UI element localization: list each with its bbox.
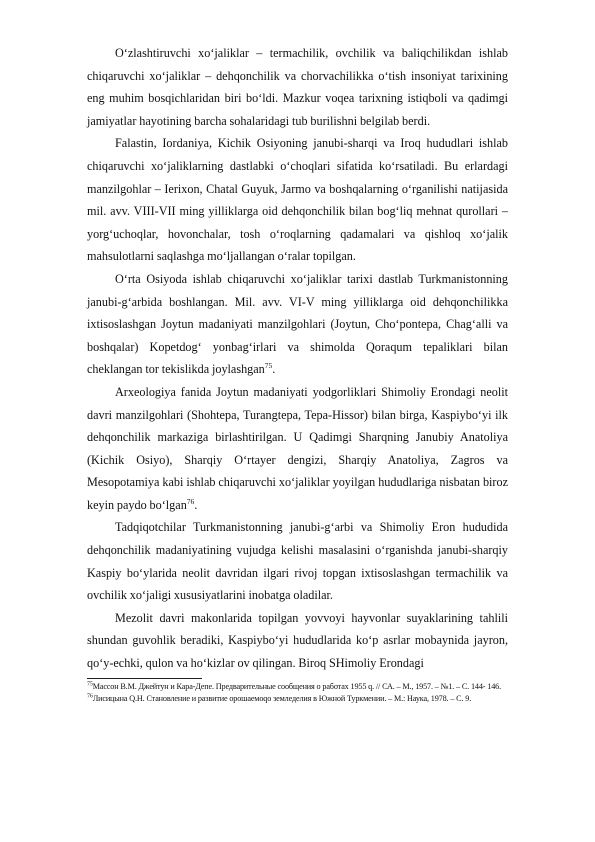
paragraph-4-end: . (194, 497, 198, 512)
paragraph-4 (87, 381, 508, 517)
paragraph-6: Mezolit davri makonlarida topilgan yovvoyi hayvonlar suyaklarining tahlili shundan guvohlik beradiki, Kaspiybo‘yi hududlarida ko‘p asrlar mobaynida jayron, qo‘y-echki, qulon va ho‘kizlar ov qilingan. Biroq SHimoliy Erondagi (87, 610, 508, 671)
document-page (87, 42, 508, 706)
footnote-76 (87, 693, 508, 706)
footnote-76-marker: 76 (87, 693, 93, 700)
footnote-ref-75[interactable]: 75 (264, 361, 273, 371)
paragraph-3-text: O‘rta Osiyoda ishlab chiqaruvchi xo‘jaliklar tarixi dastlab Turkmanistonning janubi-g‘arbida boshlangan. Mil. avv. VI-V ming yilliklarga oid dehqonchilikka ixtisoslashgan Joytun madaniyati manzilgohlari (Joytun, Cho‘pontepa, Chag‘alli va boshqalar) Kopetdog‘ yonbag‘irlari va shimolda Qoraqum tepaliklari bilan cheklangan tor tekislikda joylashgan (87, 271, 508, 377)
paragraph-1: O‘zlashtiruvchi xo‘jaliklar – termachilik, ovchilik va baliqchilikdan ishlab chiqaruvchi xo‘jaliklar – dehqonchilik va chorvachilikka o‘tish insoniyat tarixining eng muhim bosqichlaridan biri bo‘ldi. Mazkur voqea tarixning istiqboli va qadimgi jamiyatlar hayotining barcha sohalaridagi tub burilishni belgilab berdi. (87, 46, 508, 128)
footnote-76-text: Лисицына Q.Н. Становление и развитие орошаемоqо земледелия в Южной Туркмении. – М.: Наука, 1978. – С. 9. (92, 694, 472, 704)
paragraph-2: Falastin, Iordaniya, Kichik Osiyoning janubi-sharqi va Iroq hududlari ishlab chiqaruvchi xo‘jaliklarning dastlabki o‘choqlari sifatida ko‘rsatiladi. Bu erlardagi manzilgohlar – Ierixon, Chatal Guyuk, Jarmo va boshqalarning o‘rganilishi natijasida mil. avv. VIII-VII ming yilliklarga oid dehqonchilik bilan bog‘liq mehnat qurollari – yorg‘uchoqlar, hovonchalar, tosh o‘roqlarning qadamalari va qishloq xo‘jalik mahsulotlarni saqlashga mo‘ljallangan o‘ralar topilgan. (87, 136, 508, 264)
footnote-separator (87, 678, 202, 679)
paragraph-3 (87, 268, 508, 381)
footnote-75-text: Массон В.М. Джейтун и Кара-Депе. Предварительные сообщения о работах 1955 q. // СА. – М., 1957. – №1. – С. 144- 146. (92, 681, 501, 691)
paragraph-3-end: . (272, 362, 276, 377)
footnote-75-marker: 75 (87, 680, 93, 687)
footnote-ref-76[interactable]: 76 (186, 496, 195, 506)
footnote-75 (87, 681, 508, 694)
paragraph-4-text: Arxeologiya fanida Joytun madaniyati yodgorliklari Shimoliy Erondagi neolit davri manzilgohlari (Shohtepa, Turangtepa, Tepa-Hissor) bilan birga, Kaspiybo‘yi ilk dehqonchilik markaziga birlashtirilgan. U Qadimgi Sharqning Janubiy Anatoliya (Kichik Osiyo), Sharqiy O‘rtayer dengizi, Sharqiy Anatoliya, Zagros va Mesopotamiya kabi ishlab chiqaruvchi xo‘jaliklar yoyilgan hududlariga nisbatan biroz keyin paydo bo‘lgan (87, 384, 508, 512)
paragraph-5: Tadqiqotchilar Turkmanistonning janubi-g‘arbi va Shimoliy Eron hududida dehqonchilik madaniyatining vujudga kelishi masalasini o‘rganishda janubi-sharqiy Kaspiy bo‘ylarida neolit davridan ilgari rivoj topgan ixtisoslashgan termachilik va ovchilik xo‘jaligi xususiyatlarini inobatga oladilar. (87, 520, 508, 603)
